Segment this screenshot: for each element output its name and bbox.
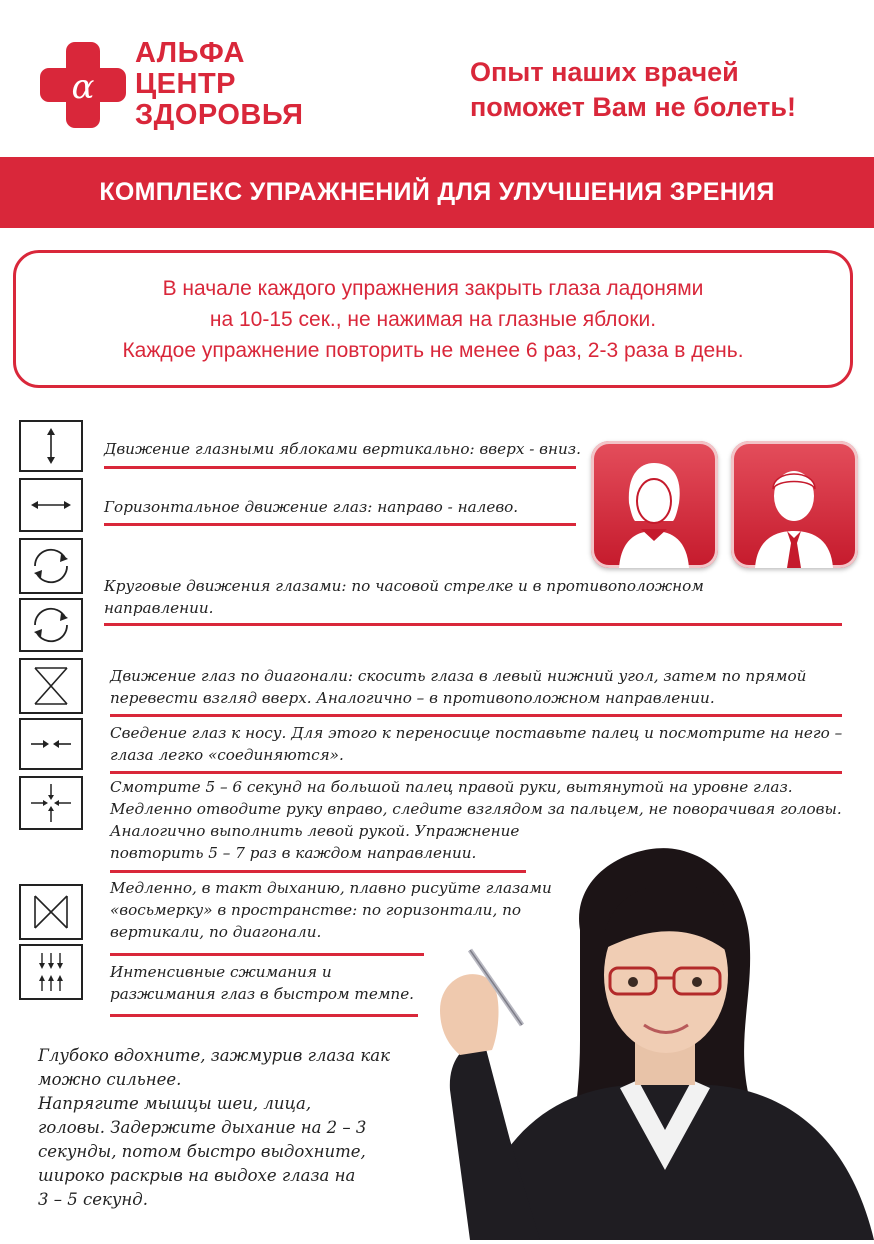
breathing-line: широко раскрыв на выдохе глаза на [38,1166,356,1185]
divider [110,1014,418,1017]
exercise-line: Движение глазными яблоками вертикально: вверх - вниз. [104,440,581,458]
exercise-line: перевести взгляд вверх. Аналогично – в противоположном направлении. [110,689,715,707]
exercise-text [104,438,581,460]
hourglass-diagonal-icon [19,658,83,714]
exercise-text [110,961,414,1005]
breathing-line: головы. Задержите дыхание на 2 – 3 [38,1118,367,1137]
squeeze-arrows-icon [19,944,83,1000]
breathing-line: Напрягите мышцы шеи, лица, [38,1094,312,1113]
exercise-line: Медленно, в такт дыханию, плавно рисуйте глазами [110,879,552,897]
horizontal-arrow-icon [19,478,83,532]
title-banner [0,157,874,228]
slogan-line: поможет Вам не болеть! [470,92,796,122]
exercise-line: Интенсивные сжимания и [110,963,332,981]
exercise-line: направлении. [104,599,214,617]
divider [110,771,842,774]
divider [110,953,424,956]
instruction-line: В начале каждого упражнения закрыть глаза ладонями [162,276,704,300]
brand-logo [38,40,128,130]
exercise-line: вертикали, по диагонали. [110,923,322,941]
exercise-text [104,496,518,518]
female-avatar-icon [591,441,718,568]
breathing-exercise [38,1044,390,1212]
breathing-line: можно сильнее. [38,1070,182,1089]
logo-symbol: α [71,67,95,107]
exercise-text [110,665,806,709]
breathing-line: секунды, потом быстро выдохните, [38,1142,366,1161]
exercise-line: Сведение глаз к носу. Для этого к переносице поставьте палец и посмотрите на него – [110,724,843,742]
converging-arrows-icon [19,718,83,770]
figure-eight-icon [19,884,83,940]
divider [104,466,576,469]
exercise-line: Аналогично выполнить левой рукой. Упражнение [110,822,520,840]
exercise-line: «восьмерку» в пространстве: по горизонтали, по [110,901,522,919]
slogan-line: Опыт наших врачей [470,57,739,87]
instruction-line: Каждое упражнение повторить не менее 6 раз, 2-3 раза в день. [122,338,744,362]
brand-line: АЛЬФА [135,37,245,69]
woman-with-glasses-photo [430,840,874,1240]
brand-line: ЦЕНТР [135,68,237,100]
exercise-line: глаза легко «соединяются». [110,746,344,764]
exercise-text [104,575,704,619]
exercise-line: Круговые движения глазами: по часовой стрелке и в противоположном [104,577,704,595]
crosshair-arrows-icon [19,776,83,830]
circular-arrows-icon [19,538,83,594]
vertical-arrow-icon [19,420,83,472]
brand-name [135,38,303,131]
circular-arrows-icon [19,598,83,652]
instruction-line: на 10-15 сек., не нажимая на глазные яблоки. [209,307,657,331]
breathing-line: Глубоко вдохните, зажмурив глаза как [38,1046,390,1065]
exercise-line: Медленно отводите руку вправо, следите взглядом за пальцем, не поворачивая головы. [110,800,842,818]
exercise-text [110,722,842,766]
divider [104,623,842,626]
exercise-line: Смотрите 5 – 6 секунд на большой палец правой руки, вытянутой на уровне глаз. [110,778,793,796]
page-title: КОМПЛЕКС УПРАЖНЕНИЙ ДЛЯ УЛУЧШЕНИЯ ЗРЕНИЯ [99,178,775,206]
instruction-box [13,250,853,388]
slogan [470,55,796,125]
exercise-line: Движение глаз по диагонали: скосить глаза в левый нижний угол, затем по прямой [110,667,807,685]
exercise-line: повторить 5 – 7 раз в каждом направлении. [110,844,477,862]
breathing-line: 3 – 5 секунд. [38,1190,148,1209]
divider [110,714,842,717]
male-avatar-icon [731,441,858,568]
exercise-line: разжимания глаз в быстром темпе. [110,985,415,1003]
divider [104,523,576,526]
brand-line: ЗДОРОВЬЯ [135,99,304,131]
medical-cross-icon [38,40,128,130]
exercise-line: Горизонтальное движение глаз: направо - налево. [104,498,519,516]
